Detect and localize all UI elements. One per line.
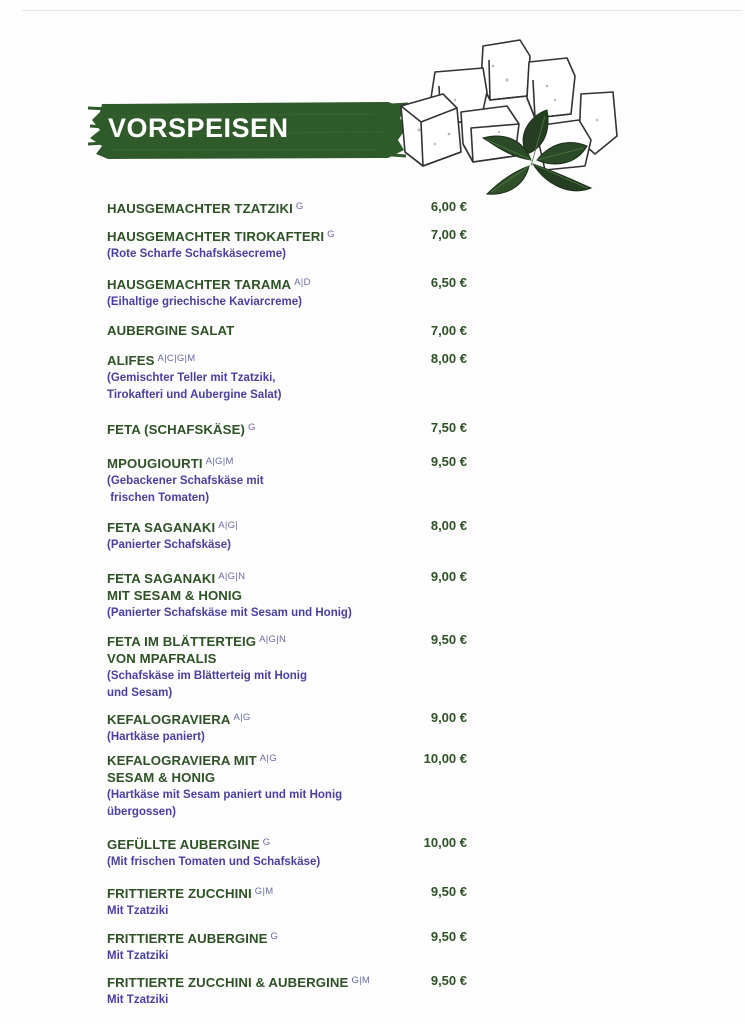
menu-item (107, 419, 467, 438)
item-price: 9,50 € (430, 929, 467, 944)
item-price: 7,50 € (430, 420, 467, 435)
feta-cheese-cubes-illustration (395, 36, 625, 201)
item-description: (Rote Scharfe Schafskäsecreme) (107, 248, 286, 260)
item-name-line2: VON MPAFRALIS (107, 651, 217, 666)
item-price: 6,50 € (430, 275, 467, 290)
item-price: 7,00 € (430, 227, 467, 242)
item-price: 9,50 € (430, 632, 467, 647)
item-price: 9,50 € (430, 973, 467, 988)
item-description: (Mit frischen Tomaten und Schafskäse) (107, 856, 321, 868)
item-name-line2: MIT SESAM & HONIG (107, 588, 243, 603)
allergen-codes: A|G|M (205, 456, 234, 467)
item-price: 10,00 € (423, 835, 467, 850)
allergen-codes: A|G (233, 712, 251, 723)
item-description: Mit Tzatziki (107, 950, 169, 962)
menu-item (107, 198, 467, 217)
item-description: (Panierter Schafskäse mit Sesam und Honig) (107, 607, 352, 619)
allergen-codes: A|G|N (218, 571, 246, 582)
item-description: Mit Tzatziki (107, 994, 169, 1006)
item-description: (Hartkäse paniert) (107, 731, 205, 743)
item-name: ALIFES $^{A|C|G|M}$ (107, 353, 196, 368)
item-name: HAUSGEMACHTER TIROKAFTERI $^G$ (107, 229, 335, 244)
item-description: (Hartkäse mit Sesam paniert und mit Honig übergossen) (107, 789, 343, 818)
page-edge (22, 10, 742, 11)
item-price: 9,00 € (430, 569, 467, 584)
allergen-codes: A|D (294, 277, 311, 288)
menu-item (107, 350, 467, 404)
allergen-codes: G (247, 422, 256, 433)
menu-item (107, 750, 467, 821)
menu-item (107, 928, 467, 965)
allergen-codes: G (270, 931, 279, 942)
item-name: FETA (SCHAFSKÄSE) $^G$ (107, 422, 256, 437)
item-name: HAUSGEMACHTER TARAMA $^{A|D}$ (107, 277, 311, 292)
item-description: (Gebackener Schafskäse mit frischen Tomaten) (107, 475, 264, 504)
menu-item (107, 883, 467, 920)
allergen-codes: A|G|N (259, 634, 287, 645)
item-name: AUBERGINE SALAT (107, 323, 235, 338)
item-name: MPOUGIOURTI $^{A|G|M}$ (107, 456, 234, 471)
allergen-codes: G|M (254, 886, 274, 897)
item-description: Mit Tzatziki (107, 905, 169, 917)
item-price: 8,00 € (430, 351, 467, 366)
item-description: (Eihaltige griechische Kaviarcreme) (107, 296, 302, 308)
item-price: 6,00 € (430, 199, 467, 214)
page-title: VORSPEISEN (108, 113, 289, 143)
menu-item (107, 631, 467, 702)
item-name: FRITTIERTE AUBERGINE $^G$ (107, 931, 279, 946)
item-price: 8,00 € (430, 518, 467, 533)
allergen-codes: A|C|G|M (157, 353, 196, 364)
item-name: FETA SAGANAKI $^{A|G|}$ (107, 520, 239, 535)
item-name: FRITTIERTE ZUCCHINI $^{G|M}$ (107, 886, 274, 901)
allergen-codes: G (262, 837, 271, 848)
menu-item (107, 972, 467, 1009)
allergen-codes: A|G (259, 753, 277, 764)
item-description: (Panierter Schafskäse) (107, 539, 232, 551)
allergen-codes: G (327, 229, 335, 240)
item-name: HAUSGEMACHTER TZATZIKI $^G$ (107, 201, 304, 216)
item-name-line2: SESAM & HONIG (107, 770, 216, 785)
menu-item (107, 517, 467, 554)
item-name: GEFÜLLTE AUBERGINE $^G$ (107, 837, 271, 852)
item-price: 9,50 € (430, 884, 467, 899)
item-description: (Schafskäse im Blätterteig mit Honig und Sesam) (107, 670, 308, 699)
item-description: (Gemischter Teller mit Tzatziki, Tirokafteri und Aubergine Salat) (107, 372, 282, 401)
item-name: FETA SAGANAKI $^{A|G|N}$ (107, 571, 246, 586)
allergen-codes: G (295, 201, 304, 212)
item-price: 9,00 € (430, 710, 467, 725)
item-price: 9,50 € (430, 454, 467, 469)
allergen-codes: A|G| (218, 520, 239, 531)
menu-item (107, 322, 467, 339)
item-name: FETA IM BLÄTTERTEIG $^{A|G|N}$ (107, 634, 287, 649)
menu-item (107, 453, 467, 507)
menu-item (107, 274, 467, 311)
item-price: 10,00 € (423, 751, 467, 766)
menu-item (107, 568, 467, 622)
item-name: KEFALOGRAVIERA $^{A|G}$ (107, 712, 251, 727)
allergen-codes: G|M (351, 975, 371, 986)
item-name: FRITTIERTE ZUCCHINI & AUBERGINE $^{G|M}$ (107, 975, 371, 990)
item-name: KEFALOGRAVIERA MIT $^{A|G}$ (107, 753, 277, 768)
menu-item (107, 709, 467, 746)
menu-item (107, 226, 467, 263)
item-price: 7,00 € (430, 323, 467, 338)
menu-item (107, 834, 467, 871)
